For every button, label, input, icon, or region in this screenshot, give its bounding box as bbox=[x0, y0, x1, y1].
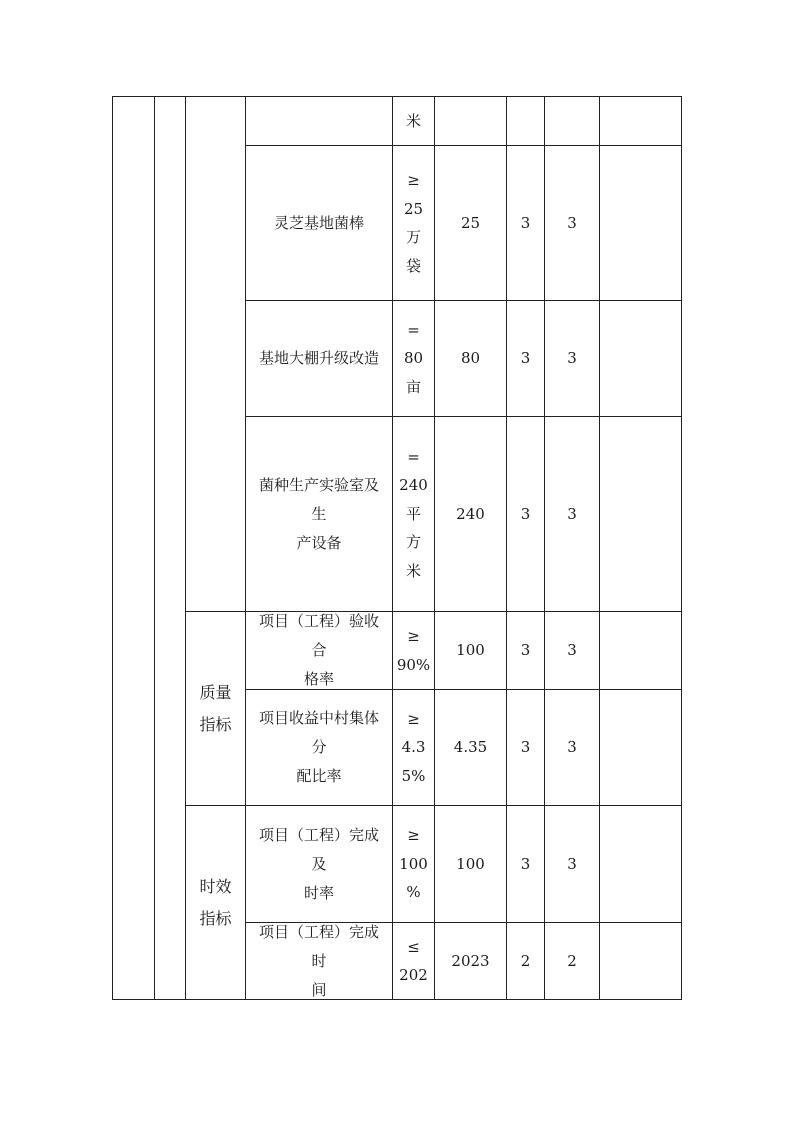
row-indicator-name: 项目（工程）验收合 格率 bbox=[258, 612, 379, 688]
row-weight: 3 bbox=[520, 738, 531, 756]
row-score: 3 bbox=[567, 738, 577, 756]
table-border-right bbox=[681, 96, 682, 1000]
row-actual-value: 4.35 bbox=[453, 738, 488, 756]
row-weight: 3 bbox=[520, 349, 531, 367]
row-weight: 2 bbox=[520, 951, 531, 970]
category-quality: 质量 指标 bbox=[199, 682, 232, 734]
row-weight: 3 bbox=[520, 854, 531, 873]
row-indicator-name: 项目收益中村集体分 配比率 bbox=[258, 709, 379, 785]
row-indicator-name: 灵芝基地菌棒 bbox=[273, 213, 364, 232]
row-indicator-name: 项目（工程）完成及 时率 bbox=[258, 825, 379, 902]
row-score: 3 bbox=[567, 349, 577, 367]
row-actual-value: 100 bbox=[456, 641, 485, 659]
row-score: 2 bbox=[567, 951, 577, 970]
row-indicator-name: 项目（工程）完成时 间 bbox=[258, 922, 379, 999]
row-actual-value: 25 bbox=[460, 213, 481, 232]
row-indicator-name: 菌种生产实验室及生 产设备 bbox=[258, 475, 379, 552]
row-actual-value: 240 bbox=[456, 504, 485, 523]
row-weight: 3 bbox=[520, 641, 531, 659]
row-standard: ≥ 100 % bbox=[399, 826, 428, 902]
table-col-line bbox=[154, 96, 155, 1000]
row-score: 3 bbox=[567, 641, 577, 659]
category-timeliness: 时效 指标 bbox=[199, 876, 232, 928]
row-actual-value: 2023 bbox=[451, 951, 490, 970]
row-standard: 米 bbox=[405, 111, 421, 130]
row-standard: ≤ 202 bbox=[399, 937, 428, 984]
table-col-line bbox=[599, 96, 600, 1000]
row-actual-value: 80 bbox=[460, 349, 481, 367]
table-border-bottom bbox=[112, 999, 682, 1000]
row-indicator-name: 基地大棚升级改造 bbox=[258, 349, 379, 367]
table-border-left bbox=[112, 96, 113, 1000]
row-weight: 3 bbox=[520, 504, 531, 523]
row-standard: ≥ 4.3 5% bbox=[401, 709, 426, 785]
row-score: 3 bbox=[567, 854, 577, 873]
row-standard: = 80 亩 bbox=[403, 320, 424, 396]
row-weight: 3 bbox=[520, 213, 531, 232]
row-standard: ≥ 25 万 袋 bbox=[403, 171, 424, 275]
row-standard: ≥ 90% bbox=[396, 627, 431, 674]
row-actual-value: 100 bbox=[456, 854, 485, 873]
row-score: 3 bbox=[567, 504, 577, 523]
row-standard: = 240 平 方 米 bbox=[399, 447, 428, 580]
row-score: 3 bbox=[567, 213, 577, 232]
